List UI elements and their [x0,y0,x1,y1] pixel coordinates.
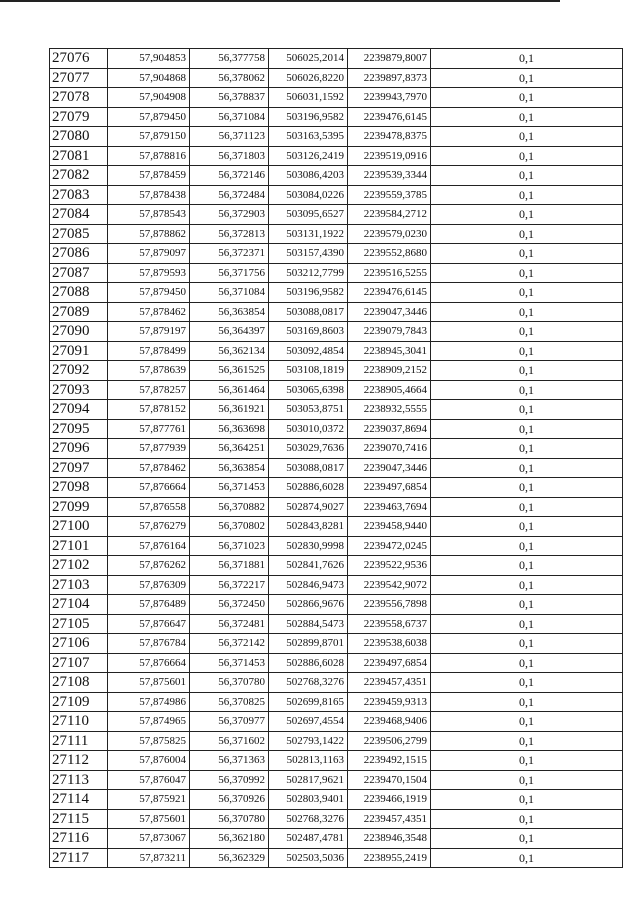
value-cell: 0,1 [431,224,623,244]
x-coordinate-cell: 503169,8603 [269,322,348,342]
y-coordinate-cell: 2239466,1919 [348,790,431,810]
x-coordinate-cell: 502699,8165 [269,692,348,712]
point-number-cell: 27114 [50,790,108,810]
latitude-cell: 57,873067 [108,829,190,849]
point-number-cell: 27099 [50,497,108,517]
point-number-cell: 27102 [50,556,108,576]
value-cell: 0,1 [431,302,623,322]
longitude-cell: 56,372450 [190,595,269,615]
y-coordinate-cell: 2239539,3344 [348,166,431,186]
latitude-cell: 57,878462 [108,458,190,478]
point-number-cell: 27081 [50,146,108,166]
y-coordinate-cell: 2239559,3785 [348,185,431,205]
point-number-cell: 27086 [50,244,108,264]
y-coordinate-cell: 2239047,3446 [348,302,431,322]
value-cell: 0,1 [431,380,623,400]
point-number-cell: 27085 [50,224,108,244]
table-row [50,419,623,439]
x-coordinate-cell: 502899,8701 [269,634,348,654]
longitude-cell: 56,362329 [190,848,269,868]
table-row [50,205,623,225]
y-coordinate-cell: 2239457,4351 [348,673,431,693]
point-number-cell: 27107 [50,653,108,673]
value-cell: 0,1 [431,614,623,634]
point-number-cell: 27100 [50,517,108,537]
latitude-cell: 57,876047 [108,770,190,790]
point-number-cell: 27109 [50,692,108,712]
table-row [50,692,623,712]
y-coordinate-cell: 2239468,9406 [348,712,431,732]
table-row [50,634,623,654]
value-cell: 0,1 [431,458,623,478]
longitude-cell: 56,361921 [190,400,269,420]
longitude-cell: 56,371803 [190,146,269,166]
x-coordinate-cell: 503157,4390 [269,244,348,264]
value-cell: 0,1 [431,731,623,751]
x-coordinate-cell: 503212,7799 [269,263,348,283]
table-row [50,536,623,556]
table-row [50,322,623,342]
x-coordinate-cell: 503029,7636 [269,439,348,459]
x-coordinate-cell: 502886,6028 [269,653,348,673]
value-cell: 0,1 [431,770,623,790]
latitude-cell: 57,874986 [108,692,190,712]
latitude-cell: 57,875601 [108,673,190,693]
value-cell: 0,1 [431,205,623,225]
x-coordinate-cell: 503088,0817 [269,458,348,478]
latitude-cell: 57,876309 [108,575,190,595]
latitude-cell: 57,878438 [108,185,190,205]
x-coordinate-cell: 503095,6527 [269,205,348,225]
point-number-cell: 27115 [50,809,108,829]
longitude-cell: 56,363698 [190,419,269,439]
point-number-cell: 27077 [50,68,108,88]
latitude-cell: 57,879097 [108,244,190,264]
x-coordinate-cell: 502503,5036 [269,848,348,868]
top-rule [0,0,560,2]
x-coordinate-cell: 503065,6398 [269,380,348,400]
x-coordinate-cell: 502793,1422 [269,731,348,751]
latitude-cell: 57,875921 [108,790,190,810]
x-coordinate-cell: 502846,9473 [269,575,348,595]
longitude-cell: 56,370992 [190,770,269,790]
point-number-cell: 27094 [50,400,108,420]
x-coordinate-cell: 502813,1163 [269,751,348,771]
y-coordinate-cell: 2238945,3041 [348,341,431,361]
point-number-cell: 27116 [50,829,108,849]
y-coordinate-cell: 2239542,9072 [348,575,431,595]
point-number-cell: 27082 [50,166,108,186]
value-cell: 0,1 [431,692,623,712]
point-number-cell: 27080 [50,127,108,147]
point-number-cell: 27088 [50,283,108,303]
x-coordinate-cell: 503053,8751 [269,400,348,420]
y-coordinate-cell: 2239457,4351 [348,809,431,829]
y-coordinate-cell: 2239070,7416 [348,439,431,459]
value-cell: 0,1 [431,575,623,595]
table-row [50,146,623,166]
point-number-cell: 27105 [50,614,108,634]
y-coordinate-cell: 2238905,4664 [348,380,431,400]
value-cell: 0,1 [431,107,623,127]
table-row [50,68,623,88]
longitude-cell: 56,370780 [190,673,269,693]
latitude-cell: 57,879593 [108,263,190,283]
y-coordinate-cell: 2239519,0916 [348,146,431,166]
longitude-cell: 56,364251 [190,439,269,459]
longitude-cell: 56,363854 [190,458,269,478]
x-coordinate-cell: 502697,4554 [269,712,348,732]
longitude-cell: 56,372481 [190,614,269,634]
table-row [50,166,623,186]
table-row [50,380,623,400]
y-coordinate-cell: 2239556,7898 [348,595,431,615]
x-coordinate-cell: 502487,4781 [269,829,348,849]
latitude-cell: 57,876664 [108,478,190,498]
longitude-cell: 56,361464 [190,380,269,400]
point-number-cell: 27078 [50,88,108,108]
table-row [50,731,623,751]
point-number-cell: 27087 [50,263,108,283]
point-number-cell: 27083 [50,185,108,205]
longitude-cell: 56,371602 [190,731,269,751]
point-number-cell: 27076 [50,49,108,69]
table-row [50,751,623,771]
y-coordinate-cell: 2239458,9440 [348,517,431,537]
x-coordinate-cell: 502817,9621 [269,770,348,790]
latitude-cell: 57,876279 [108,517,190,537]
longitude-cell: 56,371123 [190,127,269,147]
latitude-cell: 57,878816 [108,146,190,166]
longitude-cell: 56,377758 [190,49,269,69]
latitude-cell: 57,878459 [108,166,190,186]
y-coordinate-cell: 2239897,8373 [348,68,431,88]
point-number-cell: 27103 [50,575,108,595]
y-coordinate-cell: 2239476,6145 [348,107,431,127]
longitude-cell: 56,370977 [190,712,269,732]
latitude-cell: 57,879150 [108,127,190,147]
value-cell: 0,1 [431,790,623,810]
y-coordinate-cell: 2239463,7694 [348,497,431,517]
y-coordinate-cell: 2239476,6145 [348,283,431,303]
point-number-cell: 27093 [50,380,108,400]
value-cell: 0,1 [431,673,623,693]
latitude-cell: 57,879450 [108,107,190,127]
y-coordinate-cell: 2239943,7970 [348,88,431,108]
latitude-cell: 57,874965 [108,712,190,732]
y-coordinate-cell: 2239497,6854 [348,653,431,673]
x-coordinate-cell: 503196,9582 [269,283,348,303]
value-cell: 0,1 [431,322,623,342]
point-number-cell: 27089 [50,302,108,322]
x-coordinate-cell: 502803,9401 [269,790,348,810]
point-number-cell: 27091 [50,341,108,361]
point-number-cell: 27113 [50,770,108,790]
point-number-cell: 27104 [50,595,108,615]
table-row [50,595,623,615]
longitude-cell: 56,361525 [190,361,269,381]
latitude-cell: 57,877761 [108,419,190,439]
y-coordinate-cell: 2239497,6854 [348,478,431,498]
value-cell: 0,1 [431,497,623,517]
point-number-cell: 27112 [50,751,108,771]
latitude-cell: 57,875601 [108,809,190,829]
table-row [50,712,623,732]
table-row [50,49,623,69]
table-row [50,556,623,576]
latitude-cell: 57,873211 [108,848,190,868]
longitude-cell: 56,371023 [190,536,269,556]
point-number-cell: 27101 [50,536,108,556]
table-row [50,400,623,420]
longitude-cell: 56,370926 [190,790,269,810]
point-number-cell: 27117 [50,848,108,868]
longitude-cell: 56,378837 [190,88,269,108]
y-coordinate-cell: 2239047,3446 [348,458,431,478]
point-number-cell: 27096 [50,439,108,459]
x-coordinate-cell: 503163,5395 [269,127,348,147]
longitude-cell: 56,378062 [190,68,269,88]
y-coordinate-cell: 2238946,3548 [348,829,431,849]
value-cell: 0,1 [431,400,623,420]
table-row [50,224,623,244]
value-cell: 0,1 [431,146,623,166]
y-coordinate-cell: 2239492,1515 [348,751,431,771]
longitude-cell: 56,371756 [190,263,269,283]
table-row [50,127,623,147]
point-number-cell: 27098 [50,478,108,498]
x-coordinate-cell: 506026,8220 [269,68,348,88]
x-coordinate-cell: 503088,0817 [269,302,348,322]
table-row [50,361,623,381]
latitude-cell: 57,876489 [108,595,190,615]
longitude-cell: 56,372903 [190,205,269,225]
y-coordinate-cell: 2238955,2419 [348,848,431,868]
longitude-cell: 56,370882 [190,497,269,517]
latitude-cell: 57,876164 [108,536,190,556]
x-coordinate-cell: 502884,5473 [269,614,348,634]
latitude-cell: 57,878543 [108,205,190,225]
value-cell: 0,1 [431,517,623,537]
latitude-cell: 57,878152 [108,400,190,420]
table-row [50,848,623,868]
y-coordinate-cell: 2239552,8680 [348,244,431,264]
x-coordinate-cell: 502874,9027 [269,497,348,517]
point-number-cell: 27092 [50,361,108,381]
value-cell: 0,1 [431,49,623,69]
longitude-cell: 56,371453 [190,478,269,498]
longitude-cell: 56,371881 [190,556,269,576]
point-number-cell: 27111 [50,731,108,751]
value-cell: 0,1 [431,244,623,264]
y-coordinate-cell: 2239506,2799 [348,731,431,751]
table-row [50,517,623,537]
table-row [50,790,623,810]
point-number-cell: 27106 [50,634,108,654]
y-coordinate-cell: 2239522,9536 [348,556,431,576]
longitude-cell: 56,363854 [190,302,269,322]
point-number-cell: 27097 [50,458,108,478]
longitude-cell: 56,364397 [190,322,269,342]
y-coordinate-cell: 2238909,2152 [348,361,431,381]
table-row [50,341,623,361]
latitude-cell: 57,876004 [108,751,190,771]
latitude-cell: 57,879450 [108,283,190,303]
y-coordinate-cell: 2238932,5555 [348,400,431,420]
longitude-cell: 56,370780 [190,809,269,829]
latitude-cell: 57,876647 [108,614,190,634]
point-number-cell: 27079 [50,107,108,127]
y-coordinate-cell: 2239579,0230 [348,224,431,244]
value-cell: 0,1 [431,829,623,849]
y-coordinate-cell: 2239584,2712 [348,205,431,225]
table-row [50,458,623,478]
longitude-cell: 56,371084 [190,107,269,127]
longitude-cell: 56,371363 [190,751,269,771]
y-coordinate-cell: 2239478,8375 [348,127,431,147]
value-cell: 0,1 [431,127,623,147]
value-cell: 0,1 [431,478,623,498]
table-row [50,439,623,459]
longitude-cell: 56,372484 [190,185,269,205]
value-cell: 0,1 [431,848,623,868]
table-row [50,770,623,790]
point-number-cell: 27095 [50,419,108,439]
y-coordinate-cell: 2239459,9313 [348,692,431,712]
x-coordinate-cell: 503084,0226 [269,185,348,205]
longitude-cell: 56,362134 [190,341,269,361]
latitude-cell: 57,878257 [108,380,190,400]
value-cell: 0,1 [431,88,623,108]
x-coordinate-cell: 502866,9676 [269,595,348,615]
latitude-cell: 57,878462 [108,302,190,322]
value-cell: 0,1 [431,341,623,361]
latitude-cell: 57,879197 [108,322,190,342]
x-coordinate-cell: 502768,3276 [269,673,348,693]
point-number-cell: 27108 [50,673,108,693]
coordinate-table [49,48,623,868]
table-row [50,614,623,634]
x-coordinate-cell: 503086,4203 [269,166,348,186]
latitude-cell: 57,878862 [108,224,190,244]
value-cell: 0,1 [431,634,623,654]
table-row [50,673,623,693]
longitude-cell: 56,372142 [190,634,269,654]
latitude-cell: 57,875825 [108,731,190,751]
table-row [50,478,623,498]
table-row [50,497,623,517]
x-coordinate-cell: 503108,1819 [269,361,348,381]
table-row [50,283,623,303]
longitude-cell: 56,371453 [190,653,269,673]
y-coordinate-cell: 2239516,5255 [348,263,431,283]
x-coordinate-cell: 503010,0372 [269,419,348,439]
x-coordinate-cell: 503196,9582 [269,107,348,127]
y-coordinate-cell: 2239879,8007 [348,49,431,69]
value-cell: 0,1 [431,419,623,439]
point-number-cell: 27110 [50,712,108,732]
value-cell: 0,1 [431,809,623,829]
x-coordinate-cell: 502841,7626 [269,556,348,576]
table-row [50,653,623,673]
latitude-cell: 57,878639 [108,361,190,381]
latitude-cell: 57,877939 [108,439,190,459]
table-row [50,244,623,264]
x-coordinate-cell: 503126,2419 [269,146,348,166]
longitude-cell: 56,372146 [190,166,269,186]
point-number-cell: 27090 [50,322,108,342]
value-cell: 0,1 [431,361,623,381]
value-cell: 0,1 [431,556,623,576]
longitude-cell: 56,370802 [190,517,269,537]
table-row [50,829,623,849]
table-row [50,809,623,829]
x-coordinate-cell: 502886,6028 [269,478,348,498]
value-cell: 0,1 [431,68,623,88]
longitude-cell: 56,371084 [190,283,269,303]
longitude-cell: 56,372813 [190,224,269,244]
longitude-cell: 56,362180 [190,829,269,849]
x-coordinate-cell: 503131,1922 [269,224,348,244]
y-coordinate-cell: 2239472,0245 [348,536,431,556]
value-cell: 0,1 [431,595,623,615]
table-row [50,107,623,127]
latitude-cell: 57,876784 [108,634,190,654]
y-coordinate-cell: 2239470,1504 [348,770,431,790]
longitude-cell: 56,370825 [190,692,269,712]
x-coordinate-cell: 506031,1592 [269,88,348,108]
value-cell: 0,1 [431,536,623,556]
value-cell: 0,1 [431,283,623,303]
point-number-cell: 27084 [50,205,108,225]
longitude-cell: 56,372371 [190,244,269,264]
y-coordinate-cell: 2239558,6737 [348,614,431,634]
latitude-cell: 57,876664 [108,653,190,673]
latitude-cell: 57,904908 [108,88,190,108]
table-row [50,302,623,322]
latitude-cell: 57,876558 [108,497,190,517]
table-row [50,185,623,205]
value-cell: 0,1 [431,653,623,673]
y-coordinate-cell: 2239538,6038 [348,634,431,654]
table-row [50,263,623,283]
latitude-cell: 57,876262 [108,556,190,576]
value-cell: 0,1 [431,439,623,459]
latitude-cell: 57,904868 [108,68,190,88]
x-coordinate-cell: 503092,4854 [269,341,348,361]
x-coordinate-cell: 502768,3276 [269,809,348,829]
y-coordinate-cell: 2239037,8694 [348,419,431,439]
latitude-cell: 57,904853 [108,49,190,69]
table-row [50,575,623,595]
value-cell: 0,1 [431,751,623,771]
x-coordinate-cell: 502843,8281 [269,517,348,537]
latitude-cell: 57,878499 [108,341,190,361]
value-cell: 0,1 [431,263,623,283]
table-row [50,88,623,108]
x-coordinate-cell: 502830,9998 [269,536,348,556]
longitude-cell: 56,372217 [190,575,269,595]
coordinate-table-body [50,49,623,868]
x-coordinate-cell: 506025,2014 [269,49,348,69]
value-cell: 0,1 [431,712,623,732]
value-cell: 0,1 [431,166,623,186]
value-cell: 0,1 [431,185,623,205]
y-coordinate-cell: 2239079,7843 [348,322,431,342]
